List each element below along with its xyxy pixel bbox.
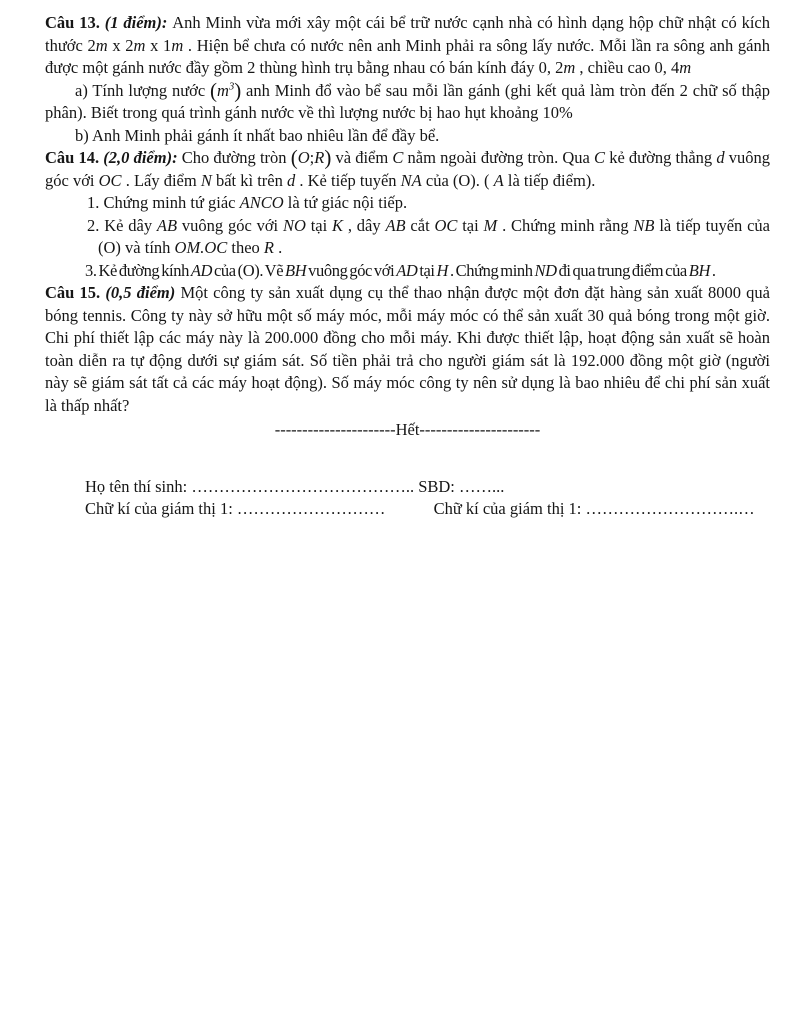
text-run: H bbox=[436, 260, 449, 280]
text-run: cắt bbox=[405, 215, 435, 235]
text-run: a) Tính lượng nước bbox=[75, 80, 211, 100]
question-13b bbox=[45, 125, 770, 148]
text-run: d bbox=[716, 148, 725, 167]
question-15-number: Câu 15. bbox=[45, 283, 101, 302]
proctor-1-signature-label: Chữ kí của giám thị 1: ……………………… bbox=[85, 499, 386, 518]
text-run: kẻ đường thẳng bbox=[605, 148, 717, 167]
question-14-item-2 bbox=[87, 215, 770, 260]
text-run: . bbox=[274, 238, 283, 257]
text-run: R bbox=[263, 238, 275, 257]
text-run: x 2 bbox=[107, 35, 134, 55]
text-run: ANCO bbox=[239, 193, 284, 212]
text-run: Cho đường tròn bbox=[177, 148, 291, 167]
text-run: m bbox=[217, 80, 229, 100]
text-run: , chiều cao 0, 4 bbox=[575, 58, 680, 77]
text-run: 2 bbox=[87, 35, 96, 55]
text-run: vuông góc với bbox=[45, 148, 770, 190]
text-run: m bbox=[171, 35, 184, 55]
question-13a bbox=[45, 80, 770, 125]
candidate-name-line bbox=[85, 476, 770, 499]
text-run: AD bbox=[396, 260, 418, 280]
text-run: C bbox=[594, 148, 606, 167]
text-run: AB bbox=[156, 215, 178, 235]
text-run: nằm ngoài đường tròn. Qua bbox=[403, 148, 595, 167]
question-14-item-1 bbox=[87, 192, 770, 215]
text-run: N bbox=[200, 170, 212, 190]
question-14-number: Câu 14. bbox=[45, 148, 100, 167]
text-run: m bbox=[563, 58, 576, 77]
text-run: ; bbox=[309, 148, 315, 167]
text-run: A bbox=[493, 170, 504, 190]
text-run: m bbox=[133, 35, 146, 55]
text-run: BH bbox=[688, 260, 710, 280]
text-run: , dây bbox=[343, 215, 386, 235]
text-run: . Lấy điểm bbox=[121, 170, 201, 190]
question-13-intro bbox=[45, 12, 770, 80]
proctor-2-signature-label: Chữ kí của giám thị 1: ……………………….… bbox=[433, 499, 755, 518]
question-15 bbox=[45, 282, 770, 417]
proctor-signature-line bbox=[85, 498, 770, 521]
text-run: NB bbox=[633, 215, 655, 235]
text-run: ( bbox=[210, 78, 218, 102]
text-run: . Chứng minh bbox=[448, 260, 535, 280]
text-run: NA bbox=[400, 170, 422, 190]
text-run: . Chứng minh rằng bbox=[497, 215, 634, 235]
question-13-number: Câu 13. bbox=[45, 13, 100, 32]
text-run: C bbox=[392, 148, 404, 167]
text-run: Một công ty sản xuất dụng cụ thể thao nhận được một đơn đặt hàng sản xuất 8000 quả bóng tennis. Công ty này sở hữu một số máy móc, mỗi máy móc có thể sản xuất 30 quả bóng trong một giờ. Chi phí thiết lập các máy này là 200.000 đồng cho mỗi máy. Khi được thiết lập, hoạt động sản xuất sẽ hoàn toàn diễn ra tự động dưới sự giám sát. Số tiền phải trả cho người giám sát là 192.000 đồng một giờ (người này sẽ giám sát tất cả các máy hoạt động). Số máy móc công ty nên sử dụng là bao nhiêu để chi phí sản xuất là thấp nhất? bbox=[45, 283, 770, 415]
text-run: NO bbox=[282, 215, 306, 235]
text-run: vuông góc với bbox=[177, 215, 283, 235]
text-run: là tứ giác nội tiếp. bbox=[283, 193, 408, 212]
question-14-intro bbox=[45, 147, 770, 192]
text-run: là tiếp tuyến của (O) và tính bbox=[98, 215, 770, 257]
text-run: d bbox=[287, 170, 296, 190]
text-run: bất kì trên bbox=[211, 170, 288, 190]
text-run: và điểm bbox=[331, 148, 393, 167]
candidate-name-and-sbd-label: Họ tên thí sinh: ………………………………….. SBD: ……... bbox=[85, 476, 505, 496]
text-run: K bbox=[332, 215, 344, 235]
text-run: tại bbox=[457, 215, 484, 235]
question-14-points: (2,0 điểm): bbox=[99, 148, 178, 167]
document-body bbox=[45, 12, 770, 417]
text-run: tại bbox=[417, 260, 437, 280]
text-run: x 1 bbox=[145, 35, 172, 55]
text-run: AB bbox=[385, 215, 406, 235]
text-run: Anh Minh vừa mới xây một cái bể trữ nước cạnh nhà có hình dạng hộp chữ nhật có kích thước bbox=[45, 13, 770, 55]
text-run: . bbox=[710, 260, 716, 280]
text-run: ND bbox=[534, 260, 557, 280]
question-13-points: (1 điểm): bbox=[99, 13, 173, 32]
text-run: ( bbox=[290, 145, 298, 170]
question-14-item-3 bbox=[85, 260, 770, 283]
text-run: OC bbox=[98, 170, 122, 190]
text-run: 3 bbox=[228, 81, 235, 92]
text-run: m bbox=[95, 35, 108, 55]
text-run: của (O). ( bbox=[421, 170, 494, 190]
text-run: m bbox=[679, 58, 692, 77]
text-run: là tiếp điểm). bbox=[503, 170, 596, 190]
question-15-points: (0,5 điểm) bbox=[100, 283, 181, 302]
text-run: . Kẻ tiếp tuyến bbox=[295, 170, 401, 190]
text-run: M bbox=[483, 215, 498, 235]
text-run: AD bbox=[190, 260, 213, 280]
text-run: ) bbox=[234, 78, 242, 102]
text-run: đi qua trung điểm của bbox=[556, 260, 689, 280]
text-run: anh Minh đổ vào bể sau mỗi lần gánh (ghi kết quả làm tròn đến 2 chữ số thập phân). Biết trong quá trình gánh nước về thì lượng nước bị hao hụt khoảng 10% bbox=[45, 80, 770, 122]
text-run: O bbox=[297, 148, 310, 167]
text-run: 2. Kẻ dây bbox=[87, 215, 157, 235]
text-run: theo bbox=[227, 238, 264, 257]
text-run: tại bbox=[305, 215, 333, 235]
text-run: OM.OC bbox=[174, 238, 228, 257]
text-run: của (O). Vẽ bbox=[212, 260, 286, 280]
text-run: . Hiện bể chưa có nước nên anh Minh phải ra sông lấy nước. Mỗi lần ra sông anh gánh được một gánh nước đầy gồm 2 thùng hình trụ bằng nhau có bán kính đáy 0, 2 bbox=[45, 35, 771, 77]
het-divider: ----------------------Hết---------------------- bbox=[274, 420, 541, 439]
text-run: OC bbox=[434, 215, 458, 235]
text-run: 1. Chứng minh tứ giác bbox=[87, 193, 240, 212]
text-run: vuông góc với bbox=[306, 260, 397, 280]
candidate-info-footer bbox=[85, 476, 770, 521]
text-run: b) Anh Minh phải gánh ít nhất bao nhiêu lần để đầy bể. bbox=[75, 125, 440, 145]
text-run: ) bbox=[324, 145, 332, 170]
text-run: 3. Kẻ đường kính bbox=[85, 260, 191, 280]
text-run: BH bbox=[285, 260, 307, 280]
text-run: R bbox=[314, 148, 325, 167]
